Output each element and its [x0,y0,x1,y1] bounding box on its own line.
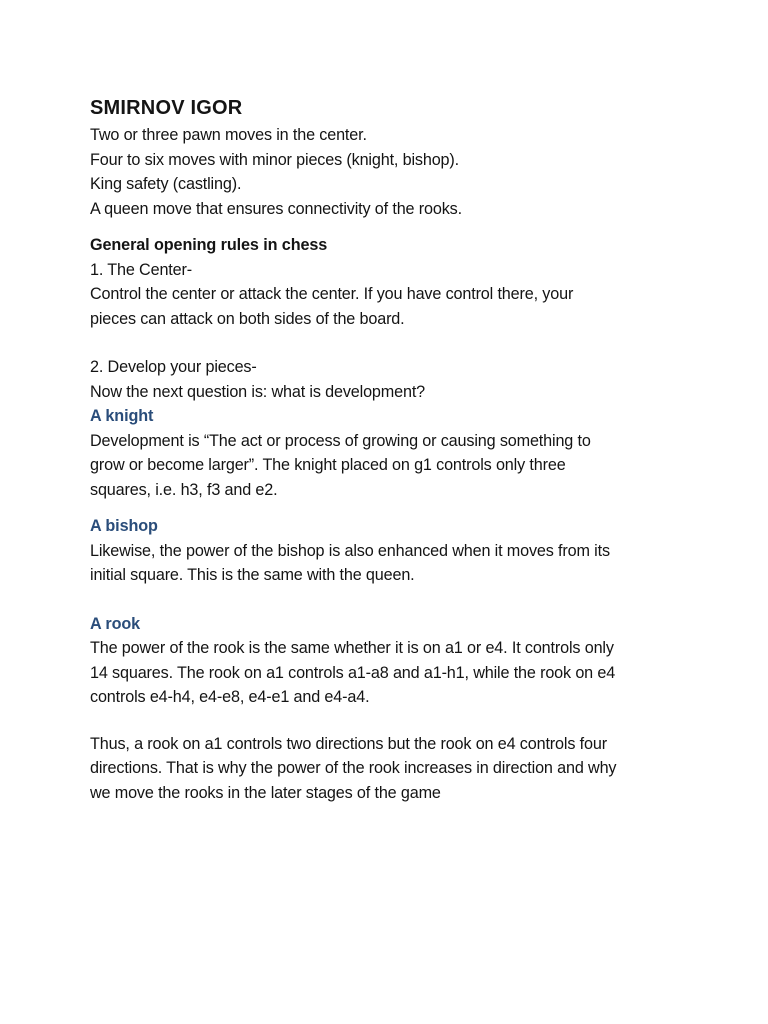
knight-text-line: grow or become larger”. The knight placed on g1 controls only three [90,456,566,474]
develop-question: Now the next question is: what is development? [90,382,426,401]
rook-text-line: controls e4-h4, e4-e8, e4-e1 and e4-a4. [90,688,370,706]
center-text-line: pieces can attack on both sides of the board. [90,309,405,328]
knight-text-line: squares, i.e. h3, f3 and e2. [90,480,278,499]
spacer [90,588,700,612]
bishop-text-line: Likewise, the power of the bishop is also enhanced when it moves from its [90,541,610,560]
rook-summary-line: we move the rooks in the later stages of the game [90,783,441,802]
rook-summary-line: Thus, a rook on a1 controls two directions but the rook on e4 controls four [90,734,607,753]
intro-line: A queen move that ensures connectivity of the rooks. [90,199,462,218]
bishop-heading: A bishop [90,517,158,535]
develop-title: 2. Develop your pieces- [90,358,257,376]
rook-text-line: 14 squares. The rook on a1 controls a1-a8 and a1-h1, while the rook on e4 [90,663,616,682]
spacer [90,502,700,514]
intro-line: Two or three pawn moves in the center. [90,126,367,144]
knight-text-line: Development is “The act or process of growing or causing something to [90,431,591,450]
bishop-text-line: initial square. This is the same with the queen. [90,566,415,584]
rook-text-line: The power of the rook is the same whether it is on a1 or e4. It controls only [90,639,614,657]
center-title: 1. The Center- [90,260,192,279]
rook-summary-line: directions. That is why the power of the rook increases in direction and why [90,759,617,777]
document-page [90,94,700,805]
spacer [90,221,700,233]
intro-block [90,123,700,221]
general-rules-heading: General opening rules in chess [90,236,328,254]
intro-line: Four to six moves with minor pieces (knight, bishop). [90,150,460,169]
document-title: SMIRNOV IGOR [90,97,243,119]
spacer [90,710,700,732]
knight-heading: A knight [90,407,154,425]
spacer [90,331,700,355]
intro-line: King safety (castling). [90,175,242,193]
rook-heading: A rook [90,614,141,633]
center-text-line: Control the center or attack the center. If you have control there, your [90,285,574,303]
